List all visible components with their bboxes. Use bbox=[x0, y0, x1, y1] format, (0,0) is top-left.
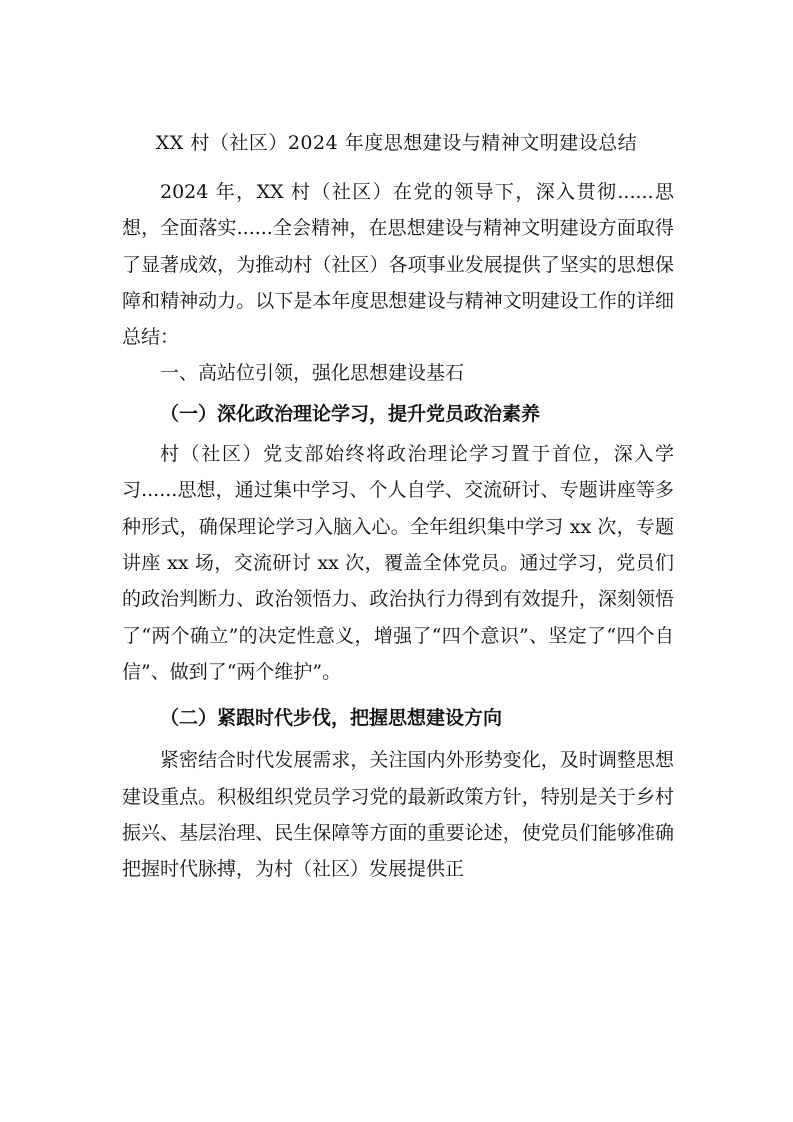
subsection-paragraph-1: 村（社区）党支部始终将政治理论学习置于首位，深入学习......思想，通过集中学习、个人自学、交流研讨、专题讲座等多种形式，确保理论学习入脑入心。全年组织集中学习 xx 次，专题讲座 xx 场，交流研讨 xx 次，覆盖全体党员。通过学习，党员们的政治判断力、政治领悟力、政治执行力得到有效提升，深刻领悟了“两个确立”的决定性意义，增强了“四个意识”、坚定了“四个自信”、做到了“两个维护”。 bbox=[122, 443, 674, 683]
subsection-paragraph-2: 紧密结合时代发展需求，关注国内外形势变化，及时调整思想建设重点。积极组织党员学习党的最新政策方针，特别是关于乡村振兴、基层治理、民生保障等方面的重要论述，使党员们能够准确把握时代脉搏，为村（社区）发展提供正 bbox=[122, 749, 674, 881]
document-body bbox=[122, 174, 674, 888]
subsection-heading-1: （一）深化政治理论学习，提升党员政治素养 bbox=[160, 402, 541, 425]
section-heading-1: 一、高站位引领，强化思想建设基石 bbox=[160, 362, 465, 385]
intro-paragraph: 2024 年，XX 村（社区）在党的领导下，深入贯彻......思想，全面落实......全会精神，在思想建设与精神文明建设方面取得了显著成效，为推动村（社区）各项事业发展提供了坚实的思想保障和精神动力。以下是本年度思想建设与精神文明建设工作的详细总结： bbox=[122, 181, 674, 349]
document-title: XX 村（社区）2024 年度思想建设与精神文明建设总结 bbox=[155, 132, 638, 154]
subsection-heading-2: （二）紧跟时代步伐，把握思想建设方向 bbox=[160, 707, 503, 730]
